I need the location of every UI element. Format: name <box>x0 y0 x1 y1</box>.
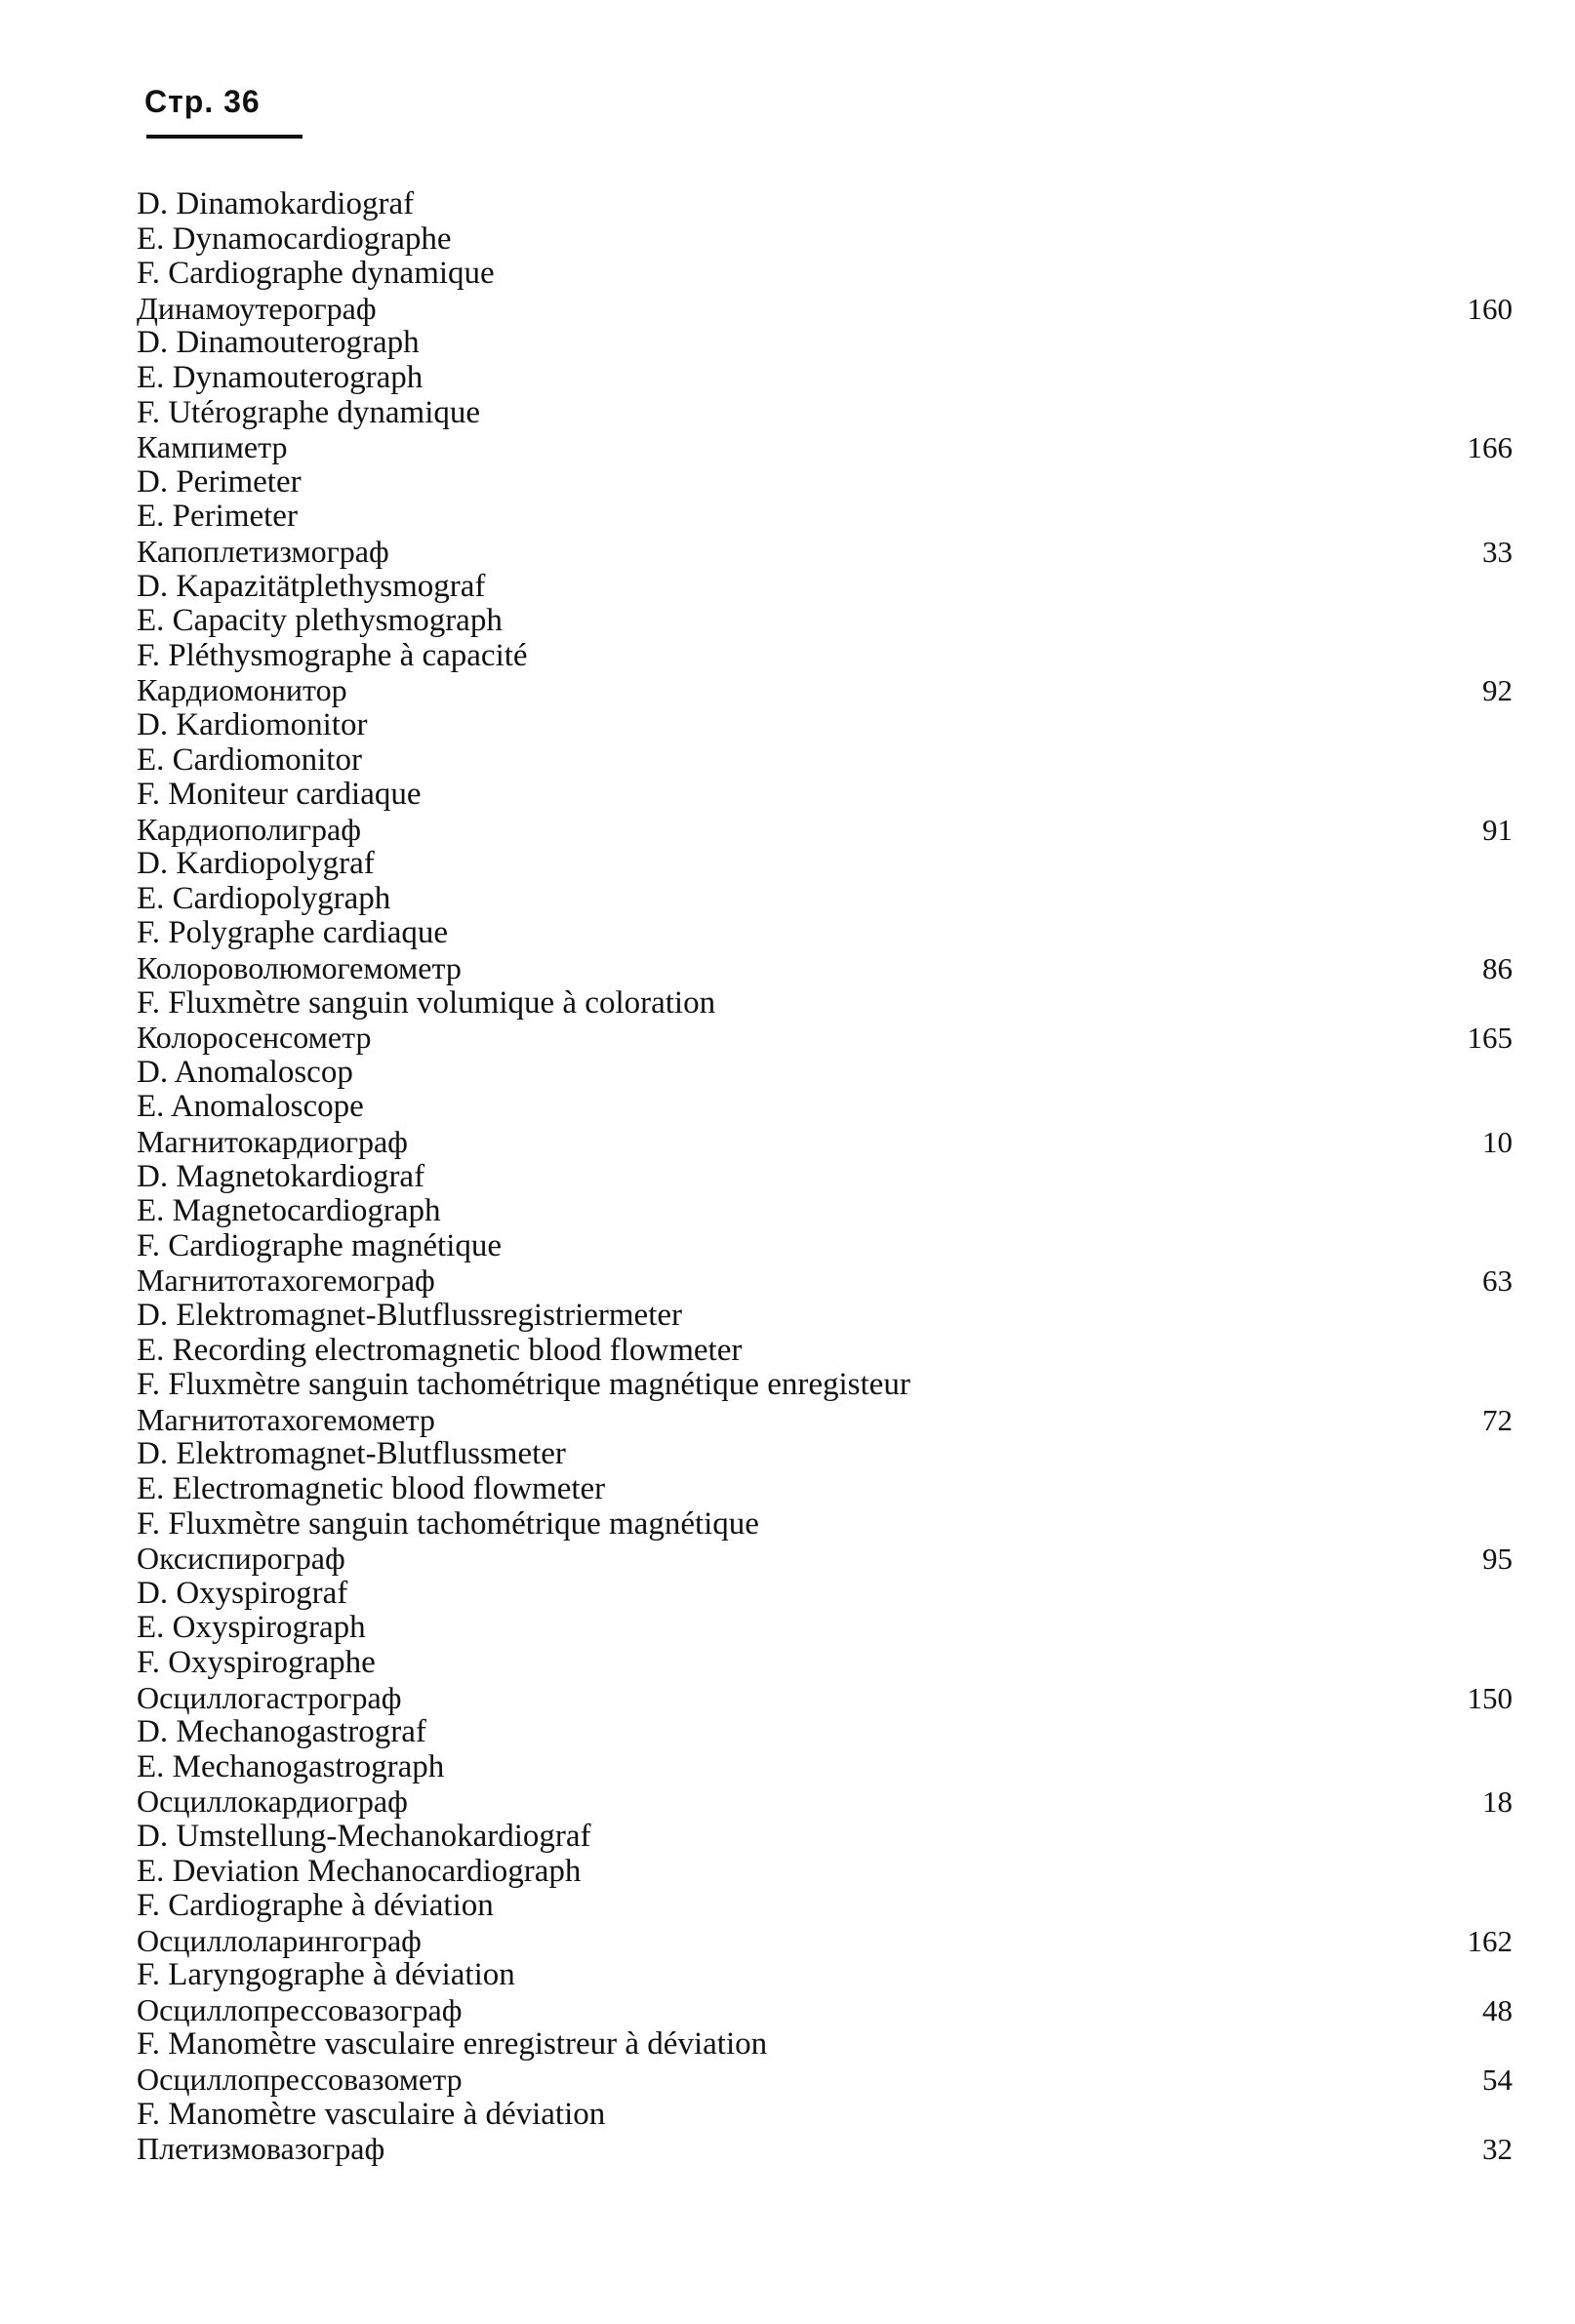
page-number: 10 <box>1482 1125 1513 1160</box>
index-translation-row <box>137 465 1513 501</box>
index-translation: D. Elektromagnet-Blutflussregistriermeter <box>137 1298 683 1333</box>
index-term: Осциллогастрограф <box>137 1679 402 1715</box>
index-translation-row <box>137 639 1513 674</box>
index-translation-row <box>137 1855 1513 1890</box>
index-translation: D. Umstellung-Mechanokardiograf <box>137 1818 591 1854</box>
index-term-row <box>137 951 1513 986</box>
page-number: 48 <box>1482 1992 1513 2027</box>
page-number: 91 <box>1482 812 1513 847</box>
index-translation: E. Deviation Mechanocardiograph <box>137 1853 582 1889</box>
index-term: Магнитотахогемометр <box>137 1401 435 1437</box>
index-translation: E. Electromagnetic blood flowmeter <box>137 1470 606 1506</box>
index-term-row <box>137 1263 1513 1299</box>
index-translation: E. Dynamouterograph <box>137 359 424 395</box>
index-translation: F. Cardiographe magnétique <box>137 1227 503 1263</box>
index-term: Кардиомонитор <box>137 672 347 708</box>
index-translation: E. Recording electromagnetic blood flowmeter <box>137 1332 743 1368</box>
index-translation-row <box>137 1437 1513 1472</box>
index-translation: D. Kardiomonitor <box>137 706 368 742</box>
index-translation-row <box>137 1958 1513 1993</box>
index-term-row <box>137 1542 1513 1577</box>
index-term: Магнитокардиограф <box>137 1124 408 1160</box>
index-translation-row <box>137 187 1513 222</box>
page-number: 165 <box>1467 1021 1513 1056</box>
index-translation-row <box>137 1229 1513 1264</box>
index-term: Капоплетизмограф <box>137 533 389 569</box>
index-translation-row <box>137 1715 1513 1750</box>
index-translation: F. Laryngographe à déviation <box>137 1957 515 1993</box>
index-translation-row <box>137 1577 1513 1612</box>
index-term-row <box>137 430 1513 465</box>
index-translation: E. Capacity plethysmograph <box>137 603 503 639</box>
index-term-row <box>137 813 1513 848</box>
index-translation-row <box>137 847 1513 882</box>
page-number: 150 <box>1467 1680 1513 1715</box>
index-translation: E. Cardiopolygraph <box>137 880 391 916</box>
index-translation: F. Oxyspirographe <box>137 1644 376 1680</box>
page-header: Стр. 36 <box>144 84 261 119</box>
index-translation: F. Cardiographe à déviation <box>137 1888 494 1924</box>
index-term: Кардиополиграф <box>137 811 361 847</box>
index-term-row <box>137 1993 1513 2028</box>
index-translation-row <box>137 257 1513 292</box>
index-translation-row <box>137 2027 1513 2063</box>
index-term-row <box>137 1125 1513 1160</box>
index-entry-list <box>137 187 1513 2167</box>
page-number: 33 <box>1482 534 1513 569</box>
index-term: Оксиспирограф <box>137 1541 345 1577</box>
page-number: 72 <box>1482 1402 1513 1437</box>
index-translation: F. Utérographe dynamique <box>137 394 481 430</box>
index-term: Осциллоларингограф <box>137 1922 422 1958</box>
index-translation: E. Magnetocardiograph <box>137 1193 441 1229</box>
index-translation-row <box>137 1820 1513 1855</box>
page-number: 95 <box>1482 1542 1513 1577</box>
index-translation: D. Dinamokardiograf <box>137 186 415 221</box>
page-number: 18 <box>1482 1784 1513 1820</box>
index-translation-row <box>137 2098 1513 2133</box>
index-term-row <box>137 1924 1513 1959</box>
index-term-row <box>137 1681 1513 1716</box>
index-term: Магнитотахогемограф <box>137 1262 435 1299</box>
index-translation-row <box>137 1194 1513 1229</box>
index-translation: D. Perimeter <box>137 463 302 500</box>
index-term: Плетизмовазограф <box>137 2131 385 2167</box>
index-translation-row <box>137 882 1513 917</box>
index-translation: F. Moniteur cardiaque <box>137 777 422 813</box>
index-translation: F. Manomètre vasculaire enregistreur à déviation <box>137 2026 768 2063</box>
index-translation: E. Dynamocardiographe <box>137 220 452 257</box>
index-translation: F. Fluxmètre sanguin volumique à coloration <box>137 984 716 1021</box>
page-number: 54 <box>1482 2063 1513 2098</box>
index-translation-row <box>137 1299 1513 1334</box>
index-term-row <box>137 2063 1513 2098</box>
index-translation-row <box>137 743 1513 779</box>
index-term-row <box>137 292 1513 327</box>
index-translation-row <box>137 986 1513 1022</box>
index-translation-row <box>137 1056 1513 1091</box>
index-translation-row <box>137 1160 1513 1195</box>
index-term: Колороволюмогемометр <box>137 950 462 986</box>
index-translation-row <box>137 1507 1513 1543</box>
index-term-row <box>137 1784 1513 1820</box>
index-translation: F. Pléthysmographe à capacité <box>137 637 528 673</box>
index-translation: F. Fluxmètre sanguin tachométrique magnétique enregisteur <box>137 1367 910 1403</box>
index-translation-row <box>137 500 1513 535</box>
index-translation: D. Magnetokardiograf <box>137 1158 425 1194</box>
index-term: Динамоутерограф <box>137 290 377 326</box>
index-translation-row <box>137 1611 1513 1646</box>
index-translation: E. Anomaloscope <box>137 1089 364 1125</box>
index-translation: D. Oxyspirograf <box>137 1575 348 1611</box>
index-translation-row <box>137 326 1513 361</box>
index-translation: D. Dinamouterograph <box>137 325 420 361</box>
index-translation-row <box>137 1646 1513 1681</box>
index-translation: D. Mechanogastrograf <box>137 1714 426 1750</box>
page-number: 86 <box>1482 951 1513 986</box>
index-translation-row <box>137 778 1513 813</box>
index-translation: F. Manomètre vasculaire à déviation <box>137 2096 606 2132</box>
index-translation: F. Fluxmètre sanguin tachométrique magnétique <box>137 1505 759 1542</box>
page-number: 63 <box>1482 1263 1513 1299</box>
index-translation: E. Mechanogastrograph <box>137 1748 445 1784</box>
index-translation-row <box>137 361 1513 396</box>
index-translation: E. Perimeter <box>137 499 298 535</box>
index-translation: F. Cardiographe dynamique <box>137 256 495 292</box>
index-term-row <box>137 1403 1513 1438</box>
header-rule <box>146 135 303 139</box>
index-translation-row <box>137 916 1513 951</box>
index-term: Кампиметр <box>137 429 288 465</box>
index-translation: E. Cardiomonitor <box>137 741 362 778</box>
index-translation-row <box>137 1334 1513 1369</box>
index-term-row <box>137 2132 1513 2167</box>
index-translation-row <box>137 1368 1513 1403</box>
index-translation: E. Oxyspirograph <box>137 1610 366 1646</box>
index-translation-row <box>137 222 1513 258</box>
index-term: Осциллопрессовазограф <box>137 1991 463 2027</box>
page-number: 160 <box>1467 291 1513 326</box>
page-number: 166 <box>1467 430 1513 465</box>
index-translation-row <box>137 1472 1513 1507</box>
page-number: 92 <box>1482 673 1513 708</box>
index-translation-row <box>137 396 1513 431</box>
index-translation: D. Kardiopolygraf <box>137 846 375 882</box>
index-translation-row <box>137 570 1513 605</box>
index-term: Осциллокардиограф <box>137 1783 408 1820</box>
page-number: 32 <box>1482 2132 1513 2167</box>
index-translation-row <box>137 1750 1513 1785</box>
index-translation: D. Anomaloscop <box>137 1054 353 1090</box>
index-translation-row <box>137 604 1513 639</box>
page-number: 162 <box>1467 1923 1513 1958</box>
index-term: Осциллопрессовазометр <box>137 2062 463 2098</box>
index-translation: D. Elektromagnet-Blutflussmeter <box>137 1436 566 1472</box>
index-term-row <box>137 1021 1513 1056</box>
index-translation-row <box>137 1090 1513 1125</box>
index-translation-row <box>137 708 1513 743</box>
index-translation: D. Kapazitätplethysmograf <box>137 568 486 604</box>
index-translation-row <box>137 1889 1513 1924</box>
index-term: Колоросенсометр <box>137 1020 372 1056</box>
index-term-row <box>137 673 1513 708</box>
index-translation: F. Polygraphe cardiaque <box>137 915 449 951</box>
index-term-row <box>137 535 1513 570</box>
